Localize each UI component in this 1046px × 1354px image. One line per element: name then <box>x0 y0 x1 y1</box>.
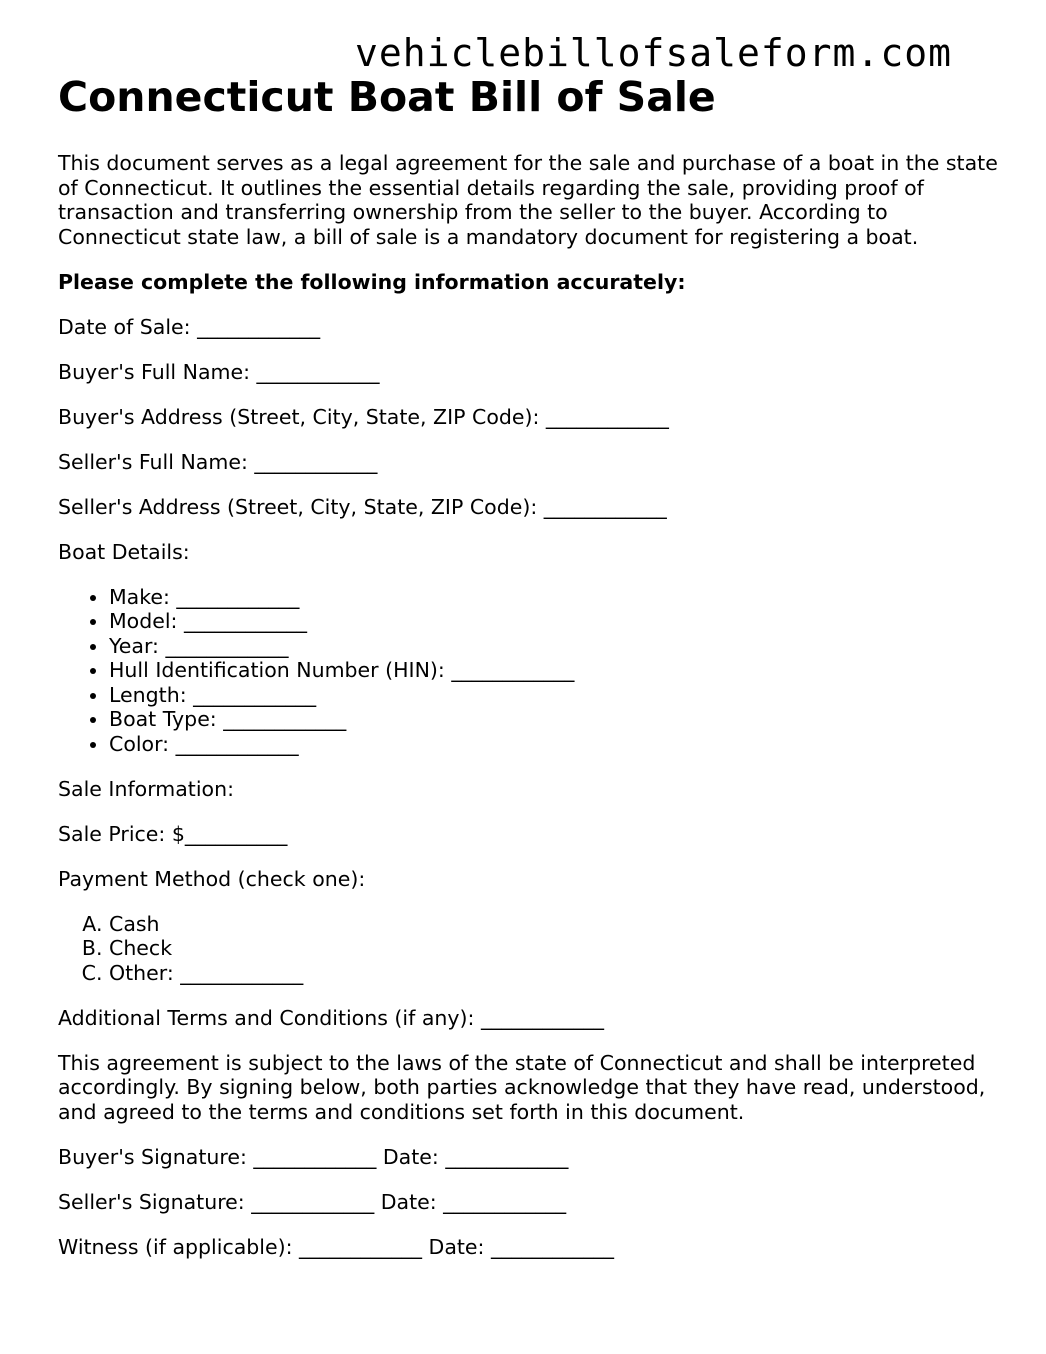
boat-length-field: • Length: ____________ <box>109 683 998 708</box>
buyer-signature-line: Buyer's Signature: ____________ Date: ____________ <box>58 1144 569 1169</box>
sale-price-field: Sale Price: $__________ <box>58 821 288 846</box>
boat-color-field: • Color: ____________ <box>109 732 998 757</box>
boat-details-list <box>58 585 998 757</box>
instruction-text: Please complete the following information accurately: <box>58 269 686 294</box>
witness-signature-line: Witness (if applicable): ____________ Date: ____________ <box>58 1234 614 1259</box>
seller-signature-line: Seller's Signature: ____________ Date: ____________ <box>58 1189 567 1214</box>
buyer-address-field: Buyer's Address (Street, City, State, ZIP Code): ____________ <box>58 404 669 429</box>
payment-option-cash: A. Cash <box>109 912 998 937</box>
site-watermark: vehiclebillofsaleform.com <box>355 31 952 75</box>
boat-model-field: • Model: ____________ <box>109 609 998 634</box>
additional-terms-field: Additional Terms and Conditions (if any): ____________ <box>58 1005 604 1030</box>
payment-method-heading: Payment Method (check one): <box>58 866 366 891</box>
boat-details-heading: Boat Details: <box>58 539 190 564</box>
boat-year-field: • Year: ____________ <box>109 634 998 659</box>
document-title: Connecticut Boat Bill of Sale <box>58 73 716 121</box>
payment-method-list <box>58 912 998 986</box>
payment-option-check: B. Check <box>109 936 998 961</box>
payment-option-other: C. Other: ____________ <box>109 961 998 986</box>
document-body <box>58 74 998 1280</box>
seller-address-field: Seller's Address (Street, City, State, ZIP Code): ____________ <box>58 494 667 519</box>
date-of-sale-field: Date of Sale: ____________ <box>58 314 321 339</box>
agreement-paragraph: This agreement is subject to the laws of the state of Connecticut and shall be interpreted accordingly. By signing below, both parties acknowledge that they have read, understood, and agreed to the terms and conditions set forth in this document. <box>58 1050 986 1124</box>
sale-info-heading: Sale Information: <box>58 776 234 801</box>
buyer-name-field: Buyer's Full Name: ____________ <box>58 359 380 384</box>
boat-make-field: • Make: ____________ <box>109 585 998 610</box>
seller-name-field: Seller's Full Name: ____________ <box>58 449 378 474</box>
boat-type-field: • Boat Type: ____________ <box>109 707 998 732</box>
intro-paragraph: This document serves as a legal agreement for the sale and purchase of a boat in the state of Connecticut. It outlines the essential details regarding the sale, providing proof of transaction and transferring ownership from the seller to the buyer. According to Connecticut state law, a bill of sale is a mandatory document for registering a boat. <box>58 151 998 249</box>
boat-hin-field: • Hull Identification Number (HIN): ____________ <box>109 658 998 683</box>
